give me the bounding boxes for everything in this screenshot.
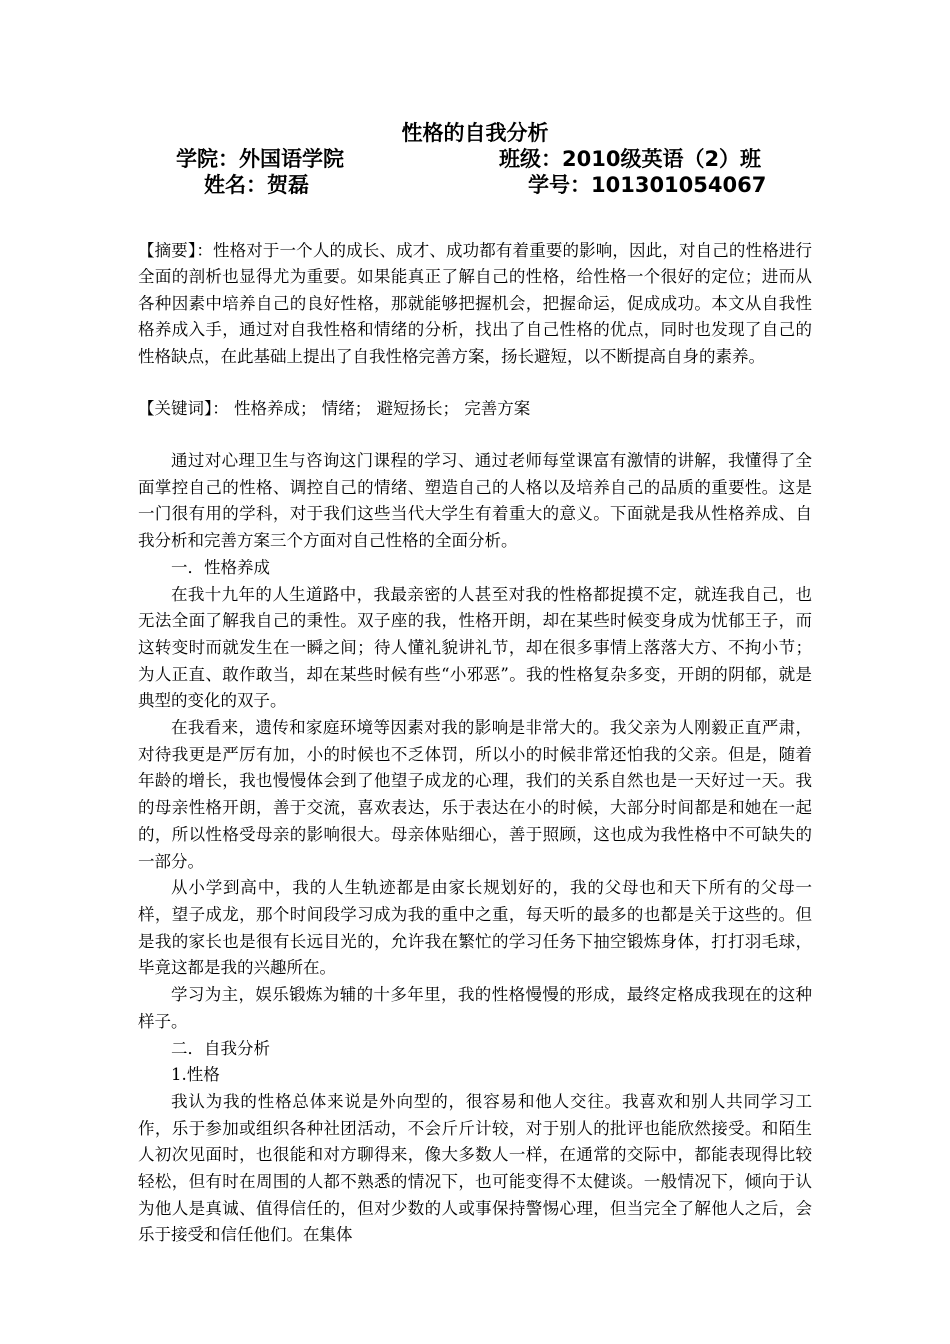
body-text — [138, 448, 812, 1249]
keywords-line: 【关键词】： 性格养成； 情绪； 避短扬长； 完善方案 — [138, 399, 531, 419]
paragraph-personality-origin: 在我十九年的人生道路中，我最亲密的人甚至对我的性格都捉摸不定，就连我自己，也无法全面了解我自己的秉性。双子座的我，性格开朗，却在某些时候变身成为忧郁王子，而这转变时而就发生在一瞬之间；待人懂礼貌讲礼节，却在很多事情上落落大方、不拘小节；为人正直、敢作敢当，却在某些时候有些“小邪恶”。我的性格复杂多变，开朗的阴郁，就是典型的变化的双子。 — [138, 584, 812, 711]
paragraph-intro: 通过对心理卫生与咨询这门课程的学习、通过老师每堂课富有激情的讲解，我懂得了全面掌控自己的性格、调控自己的情绪、塑造自己的人格以及培养自己的品质的重要性。这是一门很有用的学科，对于我们这些当代大学生有着重大的意义。下面就是我从性格养成、自我分析和完善方案三个方面对自己性格的全面分析。 — [138, 451, 812, 551]
paragraph-formation: 学习为主，娱乐锻炼为辅的十多年里，我的性格慢慢的形成，最终定格成我现在的这种样子。 — [138, 985, 812, 1031]
section-heading-1: 一．性格养成 — [171, 557, 270, 577]
name-label: 姓名：贺磊 — [204, 173, 309, 197]
abstract-paragraph: 【摘要】：性格对于一个人的成长、成才、成功都有着重要的影响，因此，对自己的性格进行全面的剖析也显得尤为重要。如果能真正了解自己的性格，给性格一个很好的定位；进而从各种因素中培养自己的良好性格，那就能够把握机会，把握命运，促成成功。本文从自我性格养成入手，通过对自我性格和情绪的分析，找出了自己性格的优点，同时也发现了自己的性格缺点，在此基础上提出了自我性格完善方案，扬长避短，以不断提高自身的素养。 — [138, 241, 812, 366]
subsection-heading-1: 1.性格 — [171, 1065, 220, 1085]
paragraph-family-influence: 在我看来，遗传和家庭环境等因素对我的影响是非常大的。我父亲为人刚毅正直严肃，对待我更是严厉有加，小的时候也不乏体罚，所以小的时候非常还怕我的父亲。但是，随着年龄的增长，我也慢慢体会到了他望子成龙的心理，我们的关系自然也是一天好过一天。我的母亲性格开朗，善于交流，喜欢表达，乐于表达在小的时候，大部分时间都是和她在一起的，所以性格受母亲的影响很大。母亲体贴细心，善于照顾，这也成为我性格中不可缺失的一部分。 — [138, 718, 812, 871]
info-row-college-class — [138, 146, 812, 172]
document-title: 性格的自我分析 — [401, 121, 549, 145]
paragraph-personality-analysis: 我认为我的性格总体来说是外向型的，很容易和他人交往。我喜欢和别人共同学习工作，乐于参加或组织各种社团活动，不会斤斤计较，对于别人的批评也能欣然接受。和陌生人初次见面时，也很能和对方聊得来，像大多数人一样，在通常的交际中，都能表现得比较轻松，但有时在周围的人都不熟悉的情况下，也可能变得不太健谈。一般情况下，倾向于认为他人是真诚、值得信任的，但对少数的人或事保持警惕心理，但当完全了解他人之后，会乐于接受和信任他们。在集体 — [138, 1091, 812, 1245]
paragraph-school-years: 从小学到高中，我的人生轨迹都是由家长规划好的，我的父母也和天下所有的父母一样，望子成龙，那个时间段学习成为我的重中之重，每天听的最多的也都是关于这些的。但是我的家长也是很有长远目光的，允许我在繁忙的学习任务下抽空锻炼身体，打打羽毛球，毕竟这都是我的兴趣所在。 — [138, 878, 812, 978]
document-page — [138, 120, 812, 1249]
student-id-label: 学号：101301054067 — [528, 173, 767, 197]
class-label: 班级：2010级英语（2）班 — [499, 147, 762, 171]
info-row-name-id — [138, 172, 812, 198]
section-heading-2: 二．自我分析 — [171, 1038, 270, 1058]
college-label: 学院：外国语学院 — [176, 147, 344, 171]
